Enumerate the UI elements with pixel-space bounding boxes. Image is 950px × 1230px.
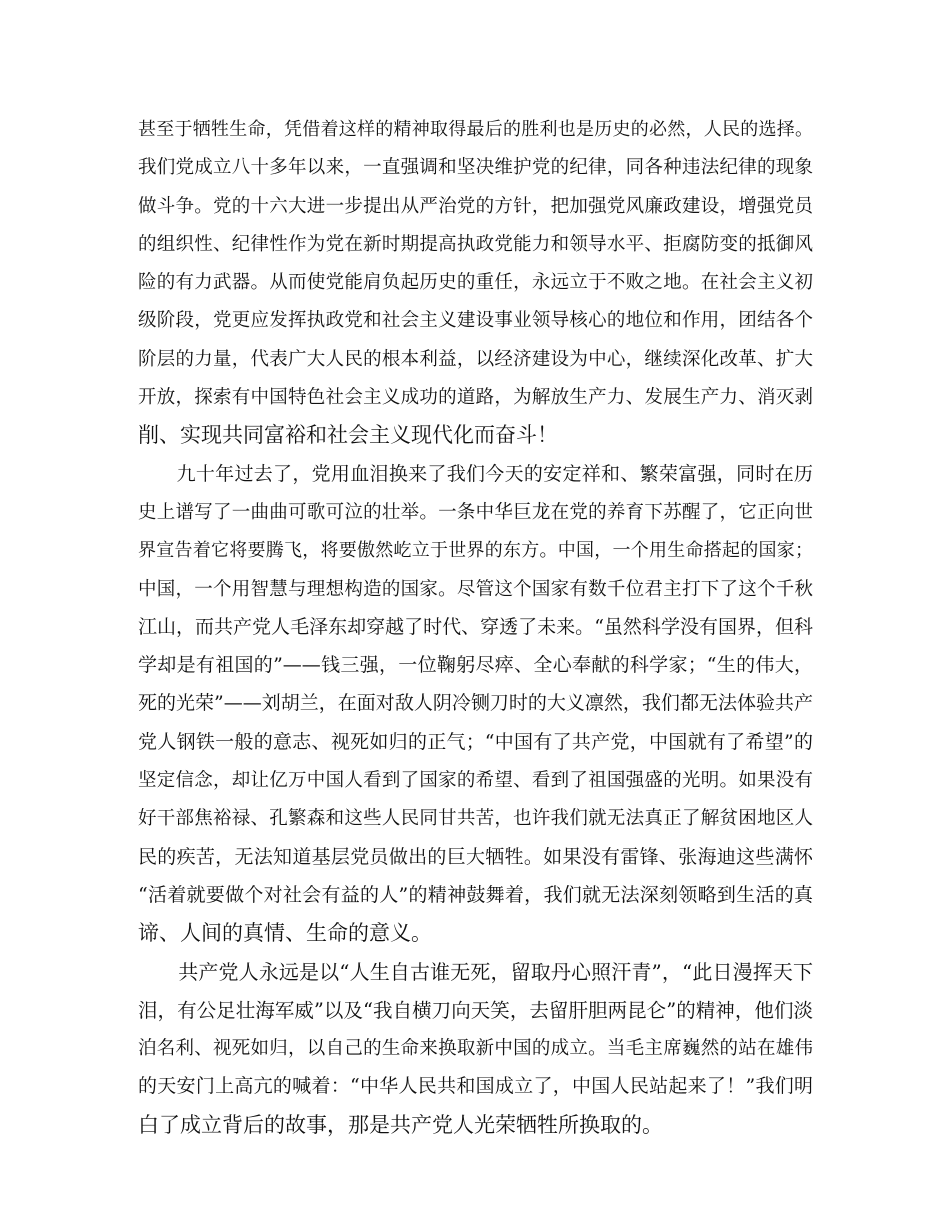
text-line: 死的光荣”——刘胡兰，在面对敌人阴冷铡刀时的大义凛然，我们都无法体验共产	[138, 692, 813, 715]
text-line: 中国，一个用智慧与理想构造的国家。尽管这个国家有数千位君主打下了这个千秋	[138, 578, 813, 600]
text-line: 开放，探索有中国特色社会主义成功的道路，为解放生产力、发展生产力、消灭剥	[138, 387, 813, 409]
text-line: 级阶段，党更应发挥执政党和社会主义建设事业领导核心的地位和作用，团结各个	[138, 310, 813, 332]
text-line: 谛、人间的真情、生命的意义。	[138, 921, 432, 946]
text-line: 好干部焦裕禄、孔繁森和这些人民同甘共苦，也许我们就无法真正了解贫困地区人	[138, 808, 813, 830]
text-line: 我们党成立八十多年以来，一直强调和坚决维护党的纪律，同各种违法纪律的现象	[138, 157, 813, 179]
text-line: 做斗争。党的十六大进一步提出从严治党的方针，把加强党风廉政建设，增强党员	[138, 195, 813, 217]
text-line: 的组织性、纪律性作为党在新时期提高执政党能力和领导水平、拒腐防变的抵御风	[138, 233, 813, 255]
text-line: 甚至于牺牲生命，凭借着这样的精神取得最后的胜利也是历史的必然，人民的选择。	[138, 119, 813, 140]
text-line: 九十年过去了，党用血泪换来了我们今天的安定祥和、繁荣富强，同时在历	[138, 462, 813, 485]
text-line: 民的疾苦，无法知道基层党员做出的巨大牺牲。如果没有雷锋、张海迪这些满怀	[138, 845, 813, 868]
text-line: 共产党人永远是以“人生自古谁无死，留取丹心照汗青”，“此日漫挥天下	[138, 959, 813, 984]
text-line: 险的有力武器。从而使党能肩负起历史的重任，永远立于不败之地。在社会主义初	[138, 272, 813, 294]
text-line: 白了成立背后的故事，那是共产党人光荣牺牲所换取的。	[138, 1112, 663, 1137]
text-line: “活着就要做个对社会有益的人”的精神鼓舞着，我们就无法深刻领略到生活的真	[138, 883, 813, 906]
text-line: 江山，而共产党人毛泽东却穿越了时代、穿透了未来。“虽然科学没有国界，但科	[138, 615, 813, 638]
text-line: 的天安门上高亢的喊着：“中华人民共和国成立了，中国人民站起来了！”我们明	[138, 1075, 813, 1098]
text-line: 阶层的力量，代表广大人民的根本利益，以经济建设为中心，继续深化改革、扩大	[138, 348, 813, 370]
text-line: 削、实现共同富裕和社会主义现代化而奋斗！	[138, 423, 558, 448]
text-line: 学却是有祖国的”——钱三强，一位鞠躬尽瘁、全心奉献的科学家；“生的伟大，	[138, 654, 813, 677]
body-text	[138, 114, 813, 1148]
text-line: 泊名利、视死如归，以自己的生命来换取新中国的成立。当毛主席巍然的站在雄伟	[138, 1038, 813, 1060]
text-line: 泪，有公足壮海军威”以及“我自横刀向天笑，去留肝胆两昆仑”的精神，他们淡	[138, 998, 813, 1022]
text-line: 坚定信念，却让亿万中国人看到了国家的希望、看到了祖国强盛的光明。如果没有	[138, 770, 813, 792]
text-line: 界宣告着它将要腾飞，将要傲然屹立于世界的东方。中国，一个用生命搭起的国家；	[138, 540, 813, 562]
text-line: 党人钢铁一般的意志、视死如归的正气；“中国有了共产党，中国就有了希望”的	[138, 730, 813, 753]
text-line: 史上谱写了一曲曲可歌可泣的壮举。一条中华巨龙在党的养育下苏醒了，它正向世	[138, 501, 813, 523]
